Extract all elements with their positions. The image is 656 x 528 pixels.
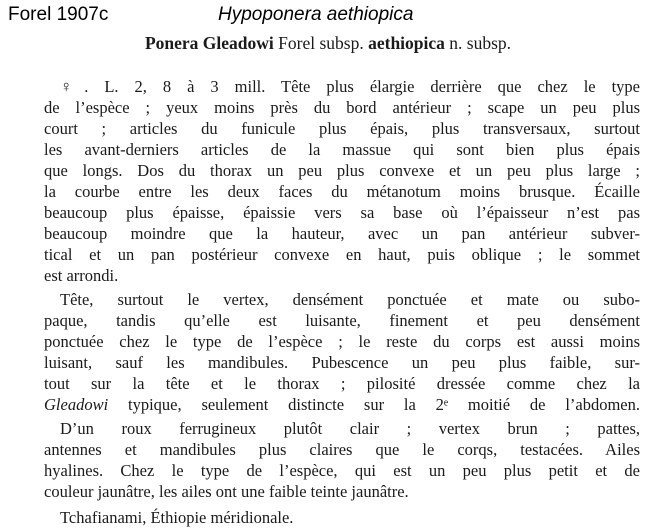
text-line: beaucoup plus épaisse, épaissie vers sa base où l’épaisseur n’est pas [44,203,640,222]
text-line: tical et un pan postérieur convexe en haut, puis oblique ; le sommet [44,245,640,264]
text-line: paque, tandis qu’elle est luisante, finement et peu densément [44,311,640,330]
text-line: court ; articles du funicule plus épais, plus transversaux, surtout [44,119,640,138]
text-line: luisant, sauf les mandibules. Pubescence un peu plus faible, sur- [44,353,640,372]
paragraph-locality [44,507,640,528]
locality-line: Tchafianami, Éthiopie méridionale. [60,508,294,527]
title-genus-species: Ponera Gleadowi [144,33,274,53]
text-line: est arrondi. [44,266,119,285]
text-line: la courbe entre les deux faces du métanotum moins brusque. Écaille [44,182,640,201]
taxon-name: Hypoponera aethiopica [218,4,414,25]
paragraph-color [44,418,640,502]
text-line: que longs. Dos du thorax un peu plus convexe et un peu plus large ; [44,161,640,180]
paragraph-sculpture [44,289,640,415]
text-line: les avant-derniers articles de la massue qui sont bien plus épais [44,140,640,159]
text-line: D’un roux ferrugineux plutôt clair ; vertex brun ; pattes, [60,419,640,438]
text-line-rest: typique, seulement distincte sur la 2ᵉ moitié de l’abdomen. [108,395,640,414]
text-line: antennes et mandibules plus claires que le corqs, testacées. Ailes [44,440,640,459]
text-line: beaucoup moindre que la hauteur, avec un pan antérieur subver- [44,224,640,243]
page-header [8,3,648,27]
title-status: n. subsp. [444,33,512,53]
text-line: ♀. L. 2, 8 à 3 mill. Tête plus élargie derrière que chez le type [60,77,640,96]
text-line: Tête, surtout le vertex, densément ponctuée et mate ou subo- [60,290,640,309]
text-line: ponctuée chez le type de l’espèce ; le reste du corps est aussi moins [44,332,640,351]
title-author-rank: Forel subsp. [273,33,369,53]
text-line: tout sur la tête et le thorax ; pilosité dressée comme chez la [44,374,640,393]
description-body [44,76,640,528]
paragraph-description [44,76,640,286]
text-line: hyalines. Chez le type de l’espèce, qui est un peu plus petit et de [44,461,640,480]
citation-label: Forel 1907c [8,4,109,25]
text-line-mixed [44,394,640,415]
title-subspecies: aethiopica [368,33,445,53]
italic-taxon: Gleadowi [44,395,109,414]
description-title [0,31,656,55]
text-line: couleur jaunâtre, les ailes ont une faible teinte jaunâtre. [44,482,409,501]
text-line: de l’espèce ; yeux moins près du bord antérieur ; scape un peu plus [44,98,640,117]
